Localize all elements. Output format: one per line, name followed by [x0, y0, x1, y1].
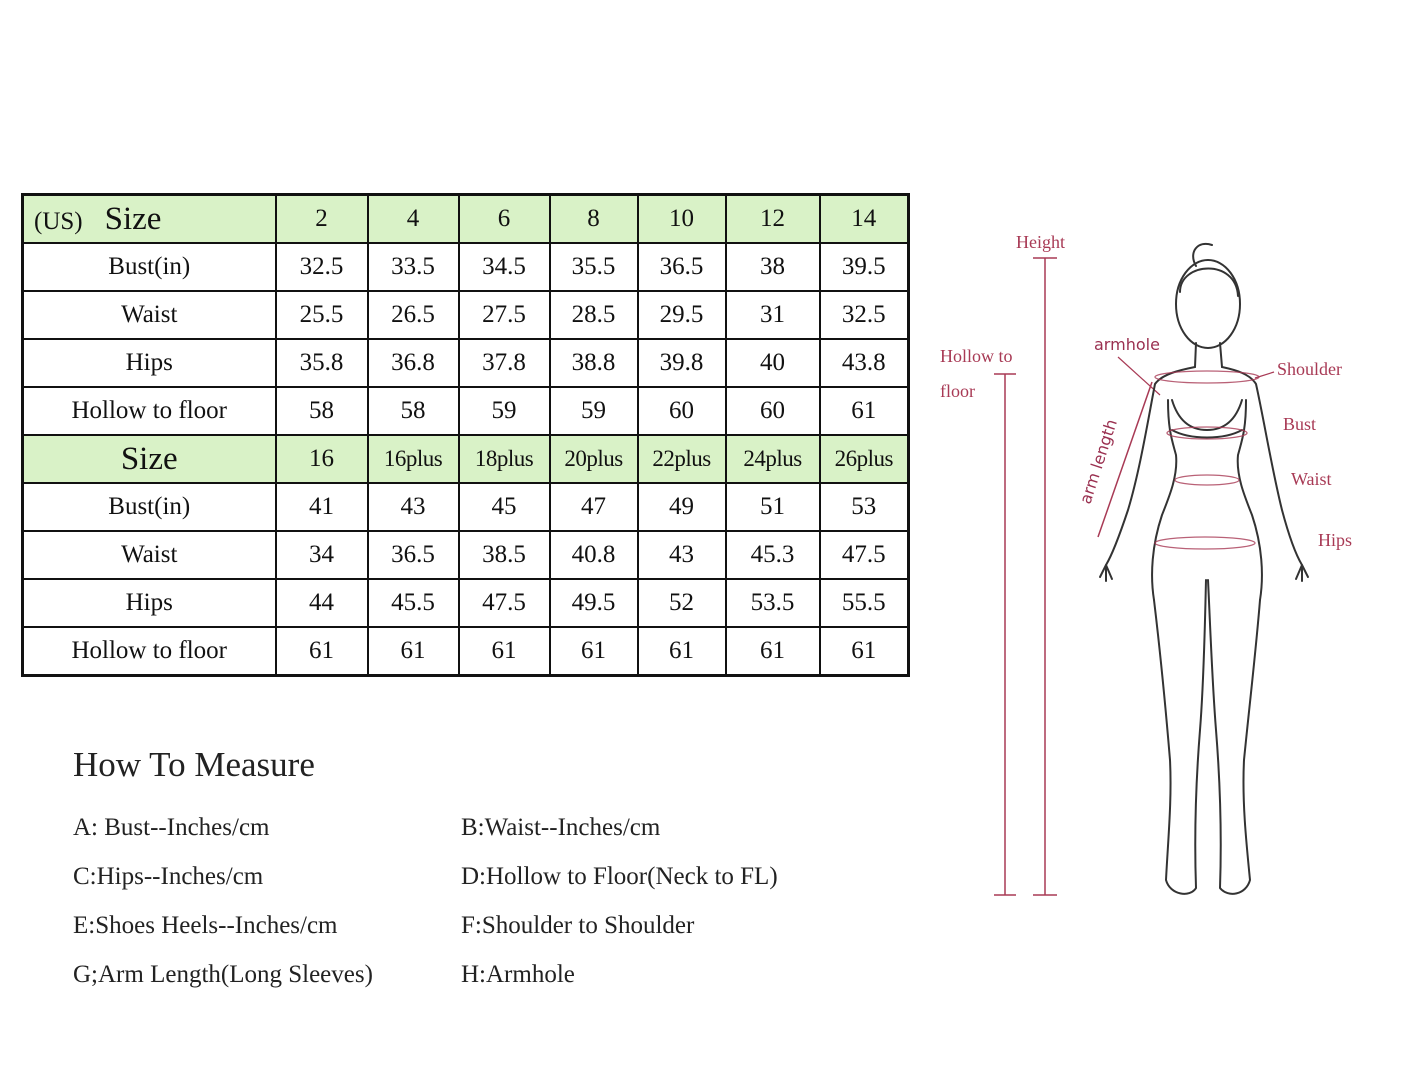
measurement-bands [1155, 371, 1259, 549]
table-cell: 61 [726, 627, 820, 676]
table-cell: 61 [276, 627, 368, 676]
table-row [23, 243, 909, 291]
table-cell: 61 [638, 627, 726, 676]
table-cell: 47.5 [820, 531, 909, 579]
size-header-row [23, 435, 909, 483]
body-measurement-figure [930, 220, 1390, 920]
table-cell: 33.5 [368, 243, 459, 291]
table-row [23, 387, 909, 435]
table-row [23, 579, 909, 627]
row-label: Hips [23, 579, 276, 627]
legend-item: H:Armhole [461, 961, 575, 988]
table-cell: 45 [459, 483, 550, 531]
table-cell: 32.5 [820, 291, 909, 339]
table-cell: 58 [276, 387, 368, 435]
arm-length-label: arm length [1075, 416, 1121, 507]
size-header-label [23, 195, 276, 244]
row-label: Waist [23, 531, 276, 579]
legend-item: B:Waist--Inches/cm [461, 814, 661, 841]
table-row [23, 531, 909, 579]
height-label: Height [1016, 232, 1065, 252]
table-cell: 41 [276, 483, 368, 531]
size-value-cell: 12 [726, 195, 820, 244]
bust-label: Bust [1283, 414, 1317, 434]
table-cell: 37.8 [459, 339, 550, 387]
size-chart-table [21, 193, 910, 677]
table-row [23, 291, 909, 339]
legend-item: A: Bust--Inches/cm [73, 814, 270, 841]
waist-band [1175, 475, 1239, 485]
table-cell: 43.8 [820, 339, 909, 387]
size-header-row [23, 195, 909, 244]
size-value-cell: 24plus [726, 435, 820, 483]
table-cell: 49.5 [550, 579, 638, 627]
legend-item: C:Hips--Inches/cm [73, 863, 264, 890]
how-to-measure-title: How To Measure [73, 745, 315, 784]
table-cell: 26.5 [368, 291, 459, 339]
size-value-cell: 10 [638, 195, 726, 244]
table-cell: 36.8 [368, 339, 459, 387]
size-value-cell: 16 [276, 435, 368, 483]
row-label: Bust(in) [23, 243, 276, 291]
table-cell: 45.5 [368, 579, 459, 627]
table-cell: 29.5 [638, 291, 726, 339]
table-cell: 60 [726, 387, 820, 435]
table-cell: 36.5 [638, 243, 726, 291]
size-value-cell: 22plus [638, 435, 726, 483]
table-cell: 31 [726, 291, 820, 339]
table-cell: 55.5 [820, 579, 909, 627]
table-cell: 44 [276, 579, 368, 627]
size-value-cell: 2 [276, 195, 368, 244]
hollow-to-floor-guide-line [994, 374, 1016, 895]
table-cell: 32.5 [276, 243, 368, 291]
table-cell: 38.8 [550, 339, 638, 387]
size-label: Size [104, 200, 162, 237]
table-row [23, 627, 909, 676]
table-cell: 61 [820, 387, 909, 435]
table-cell: 47.5 [459, 579, 550, 627]
row-label: Bust(in) [23, 483, 276, 531]
table-cell: 38 [726, 243, 820, 291]
table-cell: 61 [368, 627, 459, 676]
table-row [23, 483, 909, 531]
table-cell: 47 [550, 483, 638, 531]
table-cell: 52 [638, 579, 726, 627]
table-cell: 25.5 [276, 291, 368, 339]
table-cell: 59 [550, 387, 638, 435]
hips-label: Hips [1318, 530, 1353, 550]
table-cell: 36.5 [368, 531, 459, 579]
shoulder-label: Shoulder [1277, 359, 1342, 379]
table-cell: 28.5 [550, 291, 638, 339]
size-value-cell: 20plus [550, 435, 638, 483]
size-value-cell: 14 [820, 195, 909, 244]
shoulder-pointer [1255, 372, 1274, 378]
waist-label: Waist [1291, 469, 1332, 489]
table-cell: 40.8 [550, 531, 638, 579]
table-cell: 61 [820, 627, 909, 676]
armhole-label: armhole [1094, 335, 1160, 354]
table-cell: 58 [368, 387, 459, 435]
row-label: Waist [23, 291, 276, 339]
table-cell: 51 [726, 483, 820, 531]
table-cell: 53.5 [726, 579, 820, 627]
hollow-to-floor-label-line1: Hollow to [940, 346, 1013, 366]
table-cell: 35.5 [550, 243, 638, 291]
table-cell: 61 [550, 627, 638, 676]
legend-item: D:Hollow to Floor(Neck to FL) [461, 863, 778, 890]
height-guide-line [1033, 258, 1057, 895]
hips-band [1155, 537, 1255, 549]
legend-item: F:Shoulder to Shoulder [461, 912, 695, 939]
table-row [23, 339, 909, 387]
legend-item: E:Shoes Heels--Inches/cm [73, 912, 338, 939]
hollow-to-floor-label-line2: floor [940, 381, 975, 401]
us-prefix: (US) [34, 207, 83, 235]
size-value-cell: 6 [459, 195, 550, 244]
size-value-cell: 16plus [368, 435, 459, 483]
size-header-label: Size [23, 435, 276, 483]
size-value-cell: 18plus [459, 435, 550, 483]
size-value-cell: 8 [550, 195, 638, 244]
table-cell: 43 [638, 531, 726, 579]
table-cell: 39.8 [638, 339, 726, 387]
table-cell: 35.8 [276, 339, 368, 387]
table-cell: 40 [726, 339, 820, 387]
table-cell: 53 [820, 483, 909, 531]
row-label: Hips [23, 339, 276, 387]
table-cell: 61 [459, 627, 550, 676]
table-cell: 39.5 [820, 243, 909, 291]
size-value-cell: 4 [368, 195, 459, 244]
table-cell: 60 [638, 387, 726, 435]
table-cell: 43 [368, 483, 459, 531]
table-cell: 27.5 [459, 291, 550, 339]
table-cell: 38.5 [459, 531, 550, 579]
row-label: Hollow to floor [23, 627, 276, 676]
table-cell: 59 [459, 387, 550, 435]
size-value-cell: 26plus [820, 435, 909, 483]
legend-item: G;Arm Length(Long Sleeves) [73, 961, 373, 988]
table-cell: 49 [638, 483, 726, 531]
table-cell: 34 [276, 531, 368, 579]
row-label: Hollow to floor [23, 387, 276, 435]
table-cell: 34.5 [459, 243, 550, 291]
shoulder-band [1155, 371, 1259, 383]
table-cell: 45.3 [726, 531, 820, 579]
